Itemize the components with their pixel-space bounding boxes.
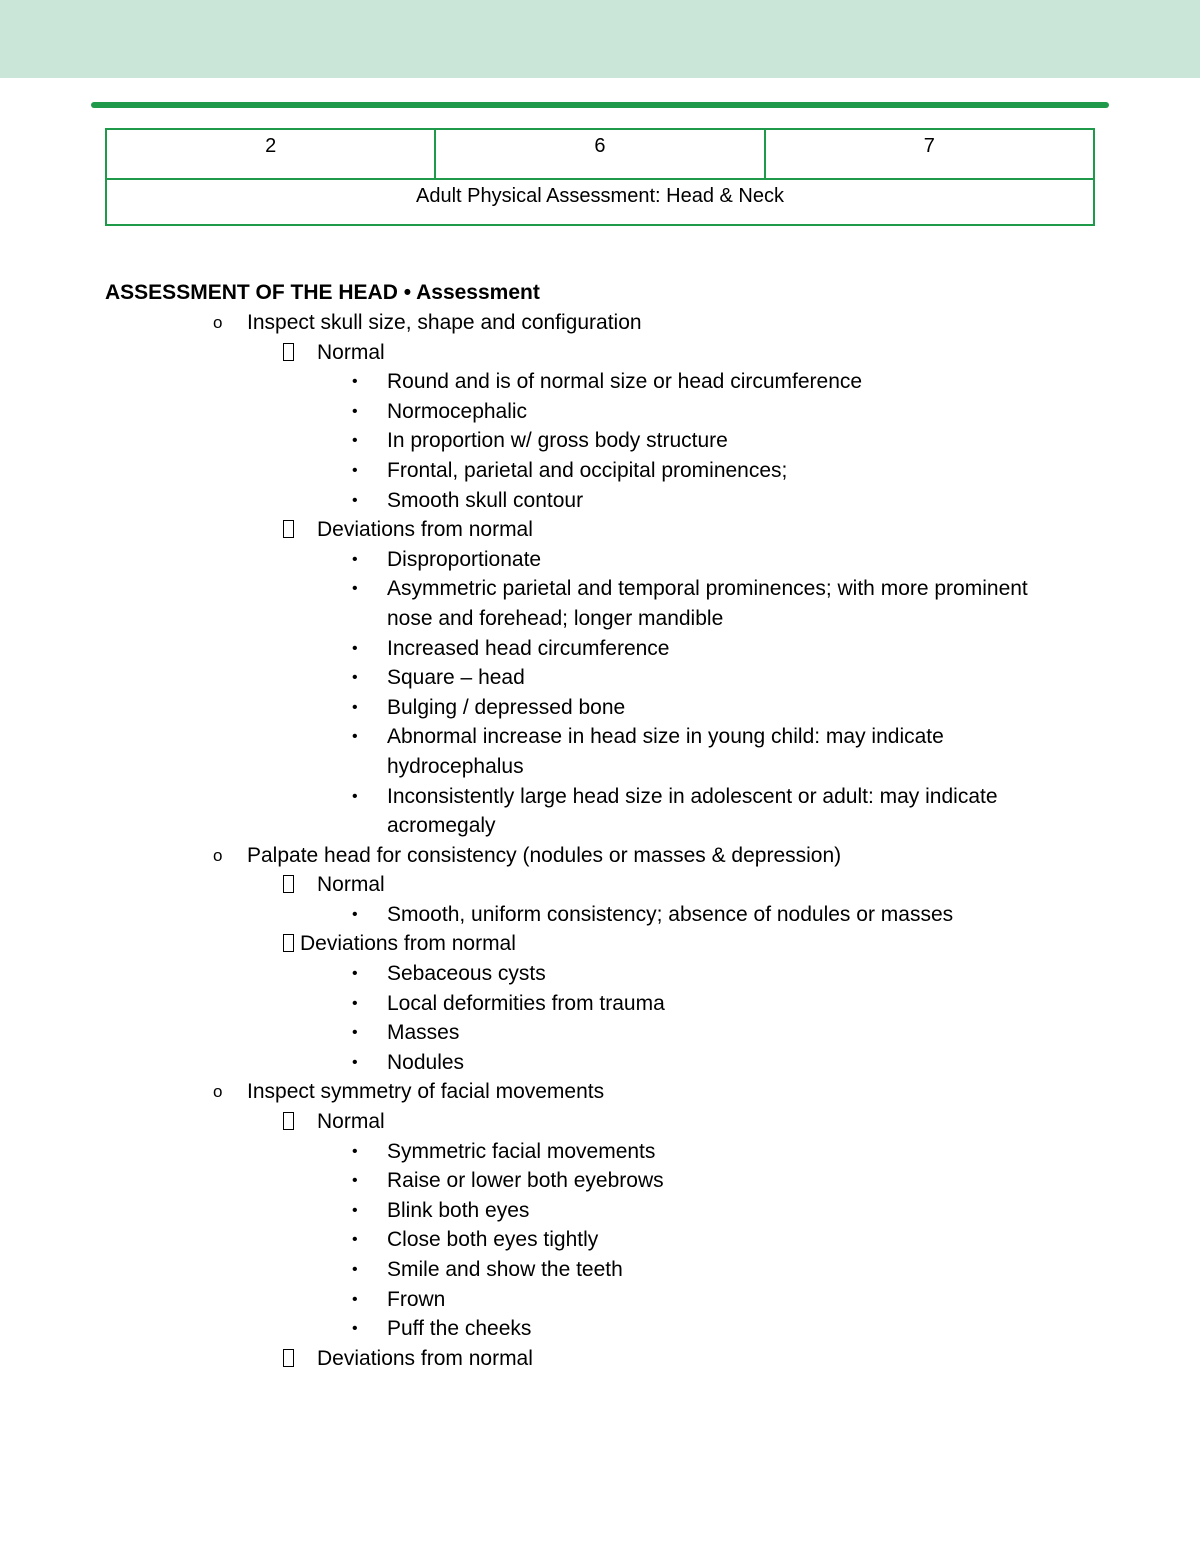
list-item-text: In proportion w/ gross body structure <box>387 429 728 453</box>
dot-bullet-icon: • <box>352 432 358 450</box>
box-bullet-icon <box>283 338 294 368</box>
list-item-text: Symmetric facial movements <box>387 1139 656 1163</box>
document-title: Adult Physical Assessment: Head & Neck <box>106 179 1094 225</box>
dot-bullet-icon: • <box>352 787 358 805</box>
list-item-text: Inspect skull size, shape and configuration <box>247 311 642 334</box>
list-item-text: Normocephalic <box>387 399 528 423</box>
section-heading: ASSESSMENT OF THE HEAD • Assessment <box>105 281 540 304</box>
list-item-text: Palpate head for consistency (nodules or masses & depression) <box>247 843 842 867</box>
list-item-text: Frontal, parietal and occipital prominences; <box>387 458 788 482</box>
list-item-level2 <box>105 929 1105 959</box>
dot-bullet-icon: • <box>352 728 358 746</box>
list-item-level3 <box>105 397 1105 427</box>
list-item-level2 <box>105 870 1105 900</box>
list-item-text: Abnormal increase in head size in young child: may indicate <box>387 725 944 749</box>
list-item-text: Nodules <box>387 1050 465 1074</box>
list-item-text: Smooth, uniform consistency; absence of nodules or masses <box>387 902 954 926</box>
list-item-level3 <box>105 426 1105 456</box>
dot-bullet-icon: • <box>352 373 358 391</box>
dot-bullet-icon: • <box>352 491 358 509</box>
box-bullet-icon <box>283 515 294 545</box>
list-item-continuation <box>105 752 1105 782</box>
dot-bullet-icon: • <box>352 1290 358 1308</box>
list-item-level3 <box>105 989 1105 1019</box>
list-item-text: Normal <box>317 1110 385 1134</box>
list-item-level2 <box>105 1344 1105 1374</box>
header-cell-2: 6 <box>435 129 764 179</box>
list-item-level3 <box>105 574 1105 604</box>
list-item-text: Raise or lower both eyebrows <box>387 1169 664 1193</box>
list-item-text: Square – head <box>387 666 525 690</box>
dot-bullet-icon: • <box>352 965 358 983</box>
list-item-text: Masses <box>387 1021 460 1045</box>
header-cell-3: 7 <box>765 129 1094 179</box>
list-item-level3 <box>105 1314 1105 1344</box>
list-item-level3 <box>105 959 1105 989</box>
list-item-text: Sebaceous cysts <box>387 962 546 986</box>
dot-bullet-icon: • <box>352 1142 358 1160</box>
dot-bullet-icon: • <box>352 1053 358 1071</box>
list-item-text: acromegaly <box>387 814 496 838</box>
list-item-level3 <box>105 1225 1105 1255</box>
dot-bullet-icon: • <box>352 550 358 568</box>
list-item-continuation <box>105 811 1105 841</box>
list-item-text: Round and is of normal size or head circumference <box>387 370 863 394</box>
dot-bullet-icon: • <box>352 698 358 716</box>
list-item-level2 <box>105 338 1105 368</box>
box-bullet-icon <box>283 1107 294 1137</box>
list-item-level3 <box>105 663 1105 693</box>
box-bullet-icon <box>283 929 300 959</box>
list-item-level3 <box>105 456 1105 486</box>
list-item-text: Bulging / depressed bone <box>387 695 626 719</box>
box-bullet-icon <box>283 1344 294 1374</box>
list-item-text: Smile and show the teeth <box>387 1258 623 1281</box>
list-item-level1 <box>105 841 1105 871</box>
list-item-text: hydrocephalus <box>387 754 524 778</box>
dot-bullet-icon: • <box>352 1231 358 1249</box>
dot-bullet-icon: • <box>352 402 358 420</box>
dot-bullet-icon: • <box>352 994 358 1012</box>
list-item-level3 <box>105 1166 1105 1196</box>
dot-bullet-icon: • <box>352 1024 358 1042</box>
list-item-text: Inspect symmetry of facial movements <box>247 1080 605 1104</box>
list-item-text: Deviations from normal <box>317 518 533 542</box>
list-item-level3 <box>105 634 1105 664</box>
list-item-level3 <box>105 1048 1105 1078</box>
list-item-text: Puff the cheeks <box>387 1317 532 1341</box>
list-item-level3 <box>105 486 1105 516</box>
list-item-continuation <box>105 604 1105 634</box>
list-item-level3 <box>105 1255 1105 1285</box>
circle-bullet-icon: o <box>213 845 223 865</box>
list-item-text: Disproportionate <box>387 547 542 571</box>
list-item-text: Increased head circumference <box>387 636 670 660</box>
dot-bullet-icon: • <box>352 639 358 657</box>
dot-bullet-icon: • <box>352 461 358 479</box>
header-cell-1: 2 <box>106 129 435 179</box>
list-item-level3 <box>105 1137 1105 1167</box>
dot-bullet-icon: • <box>352 905 358 923</box>
list-item-level2 <box>105 515 1105 545</box>
list-item-level3 <box>105 367 1105 397</box>
list-item-level3 <box>105 1018 1105 1048</box>
list-item-text: Inconsistently large head size in adolescent or adult: may indicate <box>387 784 998 808</box>
list-item-text: Deviations from normal <box>317 1346 533 1370</box>
circle-bullet-icon: o <box>213 1082 223 1102</box>
dot-bullet-icon: • <box>352 580 358 598</box>
dot-bullet-icon: • <box>352 1201 358 1219</box>
list-item-text: Asymmetric parietal and temporal prominences; with more prominent <box>387 577 1028 601</box>
list-item-level2 <box>105 1107 1105 1137</box>
list-item-text: Local deformities from trauma <box>387 991 665 1015</box>
list-item-level1 <box>105 1077 1105 1107</box>
green-divider <box>91 102 1109 108</box>
list-item-level3 <box>105 900 1105 930</box>
list-item-level1 <box>105 308 1105 338</box>
dot-bullet-icon: • <box>352 1320 358 1338</box>
list-item-text: Smooth skull contour <box>387 488 584 512</box>
list-item-text: Blink both eyes <box>387 1198 530 1222</box>
document-body <box>105 278 1105 1373</box>
list-item-text: Close both eyes tightly <box>387 1228 599 1252</box>
dot-bullet-icon: • <box>352 669 358 687</box>
list-item-text: Normal <box>317 873 385 897</box>
list-item-text: Frown <box>387 1287 446 1311</box>
document-header-table <box>105 128 1095 226</box>
circle-bullet-icon: o <box>213 313 223 332</box>
list-item-text: nose and forehead; longer mandible <box>387 606 724 630</box>
list-item-level3 <box>105 1196 1105 1226</box>
list-item-text: Deviations from normal <box>300 932 516 956</box>
list-item-level3 <box>105 545 1105 575</box>
dot-bullet-icon: • <box>352 1261 358 1278</box>
list-item-level3 <box>105 722 1105 752</box>
list-item-level3 <box>105 782 1105 812</box>
box-bullet-icon <box>283 870 294 900</box>
list-item-text: Normal <box>317 340 385 364</box>
list-item-level3 <box>105 1285 1105 1315</box>
top-header-band <box>0 0 1200 78</box>
list-item-level3 <box>105 693 1105 723</box>
dot-bullet-icon: • <box>352 1172 358 1190</box>
